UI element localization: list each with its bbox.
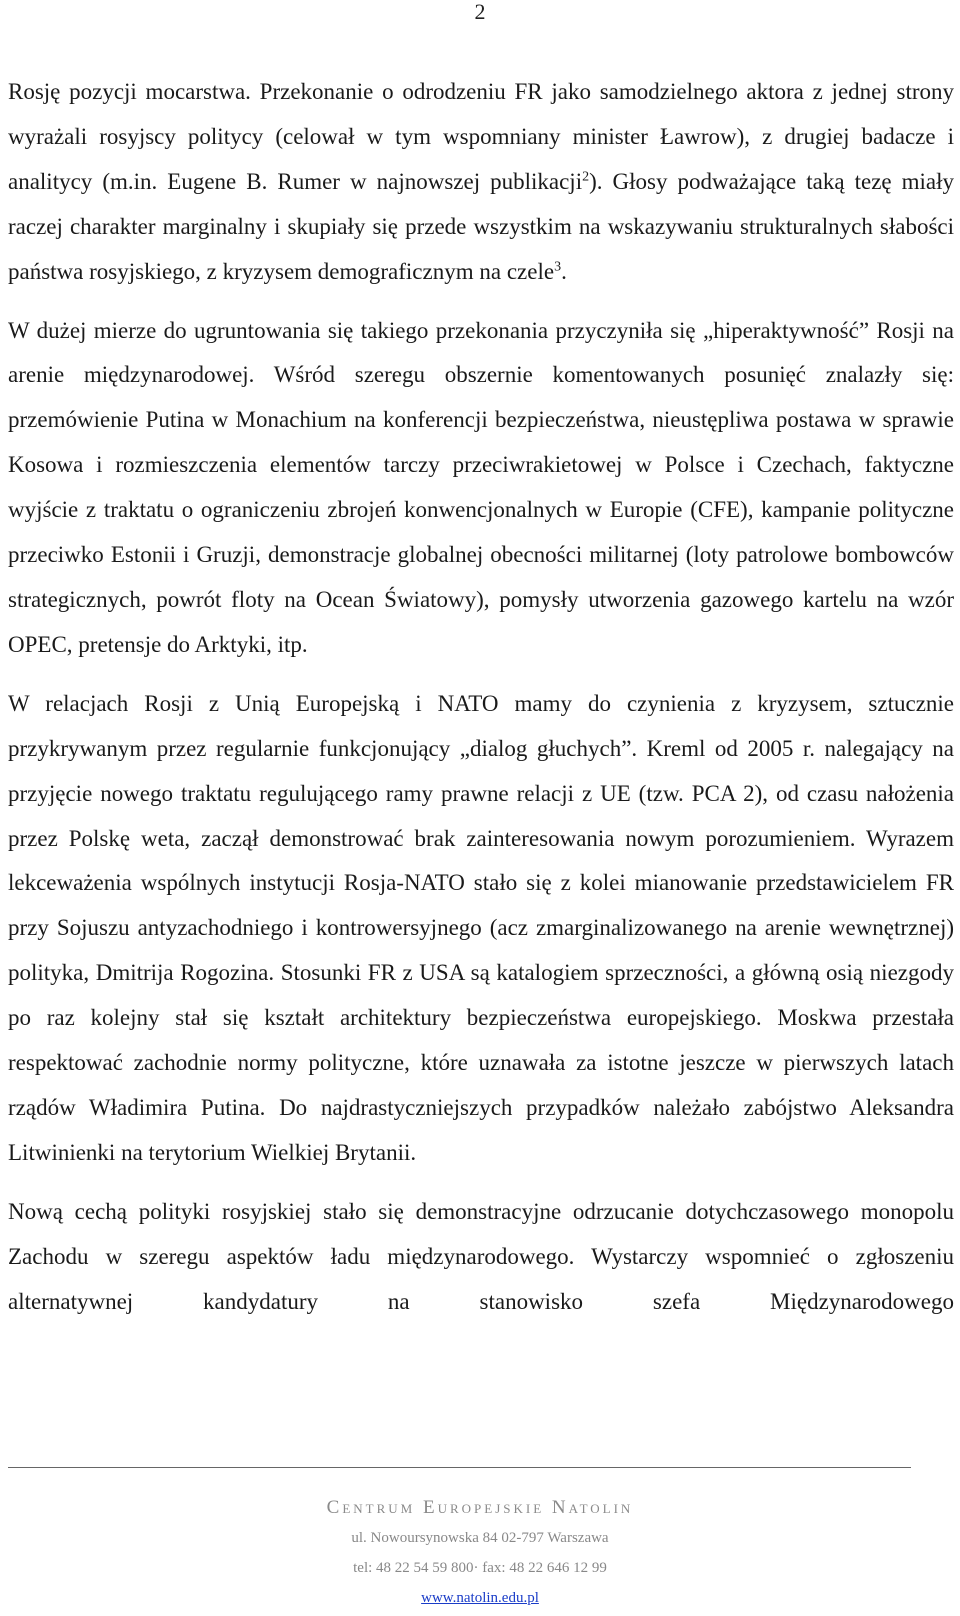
paragraph-text: Rosję pozycji mocarstwa. Przekonanie o odrodzeniu FR jako samodzielnego aktora z jednej strony wyrażali rosyjscy politycy (celował w tym wspomniany minister Ławrow), z drugiej badacze i analitycy (m.in. Eugene B. Rumer w najnowszej publikacji	[8, 79, 954, 194]
document-body	[8, 70, 954, 1338]
page-footer	[0, 1493, 960, 1613]
footer-divider	[8, 1467, 911, 1468]
page-number: 2	[474, 0, 486, 24]
footnote-ref-2[interactable]: 2	[582, 169, 590, 185]
footer-organization: Centrum Europejskie Natolin	[326, 1497, 634, 1518]
footer-website-link[interactable]: www.natolin.edu.pl	[421, 1590, 539, 1606]
paragraph-text: W dużej mierze do ugruntowania się takiego przekonania przyczyniła się „hiperaktywność” Rosji na arenie międzynarodowej. Wśród szeregu obszernie komentowanych posunięć znalazły się: przemówienie Putina w Monachium na konferencji bezpieczeństwa, nieustępliwa postawa w sprawie Kosowa i rozmieszczenia elementów tarczy przeciwrakietowej w Polsce i Czechach, faktyczne wyjście z traktatu o ograniczeniu zbrojeń konwencjonalnych w Europie (CFE), kampanie polityczne przeciwko Estonii i Gruzji, demonstracje globalnej obecności militarnej (loty patrolowe bombowców strategicznych, powrót floty na Ocean Światowy), pomysły utworzenia gazowego kartelu na wzór OPEC, pretensje do Arktyki, itp.	[8, 317, 954, 657]
footer-address: ul. Nowoursynowska 84 02-797 Warszawa	[351, 1530, 609, 1546]
paragraph-text: ). Głosy podważające taką tezę miały raczej charakter marginalny i skupiały się przede wszystkim na wskazywaniu strukturalnych słabości państwa rosyjskiego, z kryzysem demograficznym na czele	[8, 168, 955, 284]
paragraph	[8, 70, 954, 295]
paragraph-text: .	[561, 258, 567, 284]
footer-contact: tel: 48 22 54 59 800· fax: 48 22 646 12 99	[353, 1560, 607, 1576]
paragraph-text: Nową cechą polityki rosyjskiej stało się demonstracyjne odrzucanie dotychczasowego monopolu Zachodu w szeregu aspektów ładu międzynarodowego. Wystarczy wspomnieć o zgłoszeniu alternatywnej kandydatury na stanowisko szefa Międzynarodowego	[8, 1198, 954, 1314]
paragraph	[8, 1190, 954, 1325]
paragraph	[8, 309, 954, 668]
paragraph	[8, 682, 954, 1176]
footnote-ref-3[interactable]: 3	[554, 258, 562, 274]
paragraph-text: W relacjach Rosji z Unią Europejską i NATO mamy do czynienia z kryzysem, sztucznie przykrywanym przez regularnie funkcjonujący „dialog głuchych”. Kreml od 2005 r. nalegający na przyjęcie nowego traktatu regulującego ramy prawne relacji z UE (tzw. PCA 2), od czasu nałożenia przez Polskę weta, zaczął demonstrować brak zainteresowania nowym porozumieniem. Wyrazem lekceważenia wspólnych instytucji Rosja-NATO stało się z kolei mianowanie przedstawicielem FR przy Sojuszu antyzachodniego i kontrowersyjnego (acz zmarginalizowanego na arenie wewnętrznej) polityka, Dmitrija Rogozina. Stosunki FR z USA są katalogiem sprzeczności, a główną osią niezgody po raz kolejny stał się kształt architektury bezpieczeństwa europejskiego. Moskwa przestała respektować zachodnie normy polityczne, które uznawała za istotne jeszcze w pierwszych latach rządów Władimira Putina. Do najdrastyczniejszych przypadków należało zabójstwo Aleksandra Litwinienki na terytorium Wielkiej Brytanii.	[8, 690, 954, 1165]
